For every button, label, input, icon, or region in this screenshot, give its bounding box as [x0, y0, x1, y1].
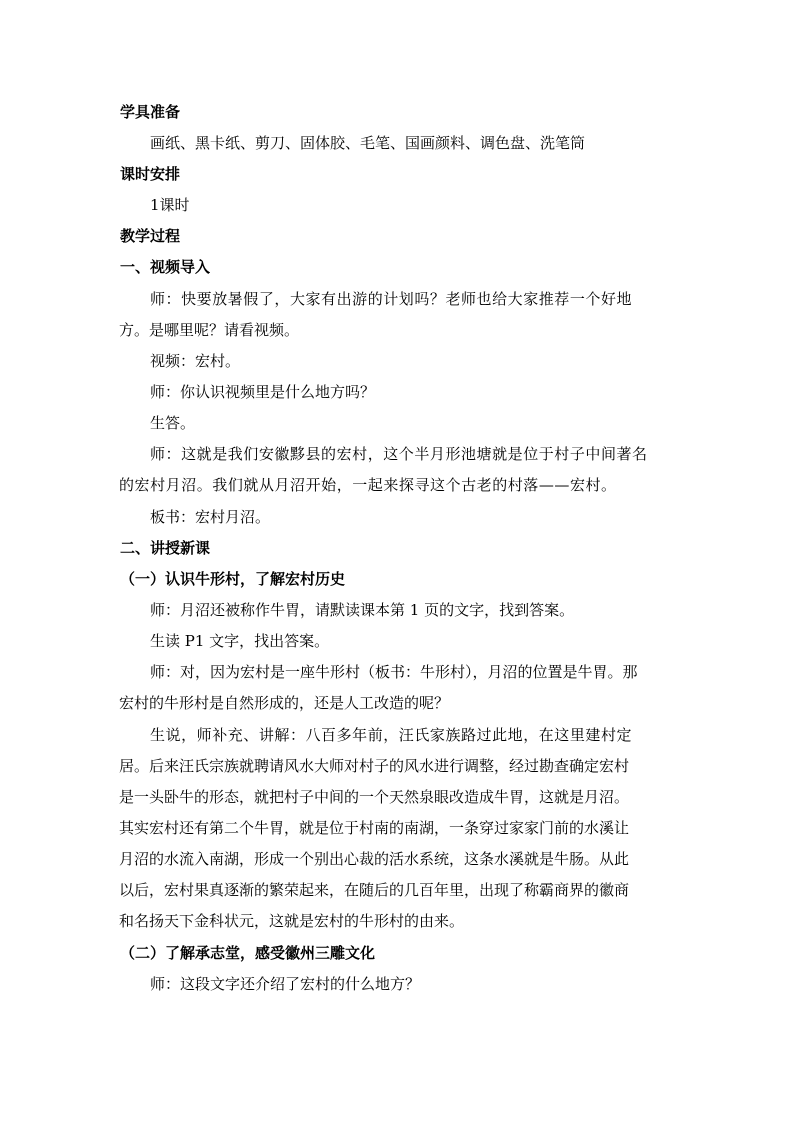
heading-subsection-1: （一）认识牛形村，了解宏村历史: [120, 570, 346, 588]
paragraph-line: 生说，师补充、讲解：八百多年前，汪氏家族路过此地，在这里建村定: [150, 726, 633, 744]
paragraph-line: 和名扬天下金科状元，这就是宏村的牛形村的由来。: [119, 912, 465, 930]
heading-new-lesson: 二、讲授新课: [120, 539, 211, 557]
paragraph-line: 师：你认识视频里是什么地方吗？: [150, 383, 376, 401]
paragraph-line: 方。是哪里呢？请看视频。: [119, 321, 300, 339]
paragraph-line: 宏村的牛形村是自然形成的，还是人工改造的呢？: [119, 694, 450, 712]
heading-materials: 学具准备: [120, 103, 181, 121]
paragraph-line: 师：这就是我们安徽黟县的宏村，这个半月形池塘就是位于村子中间著名: [150, 445, 648, 463]
heading-process: 教学过程: [120, 227, 181, 245]
paragraph-line: 板书：宏村月沼。: [150, 508, 271, 526]
paragraph-line: 视频：宏村。: [150, 352, 241, 370]
paragraph-schedule: 1课时: [150, 196, 190, 214]
heading-subsection-2: （二）了解承志堂，感受徽州三雕文化: [120, 944, 376, 962]
heading-video-intro: 一、视频导入: [120, 258, 211, 276]
paragraph-line: 月沼的水流入南湖，形成一个别出心裁的活水系统，这条水溪就是牛肠。从此: [119, 850, 630, 868]
paragraph-line: 以后，宏村果真逐渐的繁荣起来，在随后的几百年里，出现了称霸商界的徽商: [119, 881, 630, 899]
paragraph-line: 师：快要放暑假了，大家有出游的计划吗？老师也给大家推荐一个好地: [150, 290, 633, 308]
paragraph-line: 师：对，因为宏村是一座牛形村（板书：牛形村），月沼的位置是牛胃。那: [150, 663, 638, 681]
paragraph-line: 生读 P1 文字，找出答案。: [150, 632, 330, 650]
paragraph-line: 的宏村月沼。我们就从月沼开始，一起来探寻这个古老的村落——宏村。: [119, 476, 617, 494]
paragraph-line: 师：月沼还被称作牛胃，请默读课本第 1 页的文字，找到答案。: [150, 601, 575, 619]
paragraph-materials: 画纸、黑卡纸、剪刀、固体胶、毛笔、国画颜料、调色盘、洗笔筒: [150, 134, 586, 152]
paragraph-line: 师：这段文字还介绍了宏村的什么地方？: [150, 975, 421, 993]
paragraph-line: 其实宏村还有第二个牛胃，就是位于村南的南湖，一条穿过家家门前的水溪让: [119, 819, 630, 837]
paragraph-line: 居。后来汪氏宗族就聘请风水大师对村子的风水进行调整，经过勘查确定宏村: [119, 757, 630, 775]
paragraph-line: 生答。: [150, 414, 196, 432]
paragraph-line: 是一头卧牛的形态，就把村子中间的一个天然泉眼改造成牛胃，这就是月沼。: [119, 788, 630, 806]
heading-schedule: 课时安排: [120, 165, 181, 183]
